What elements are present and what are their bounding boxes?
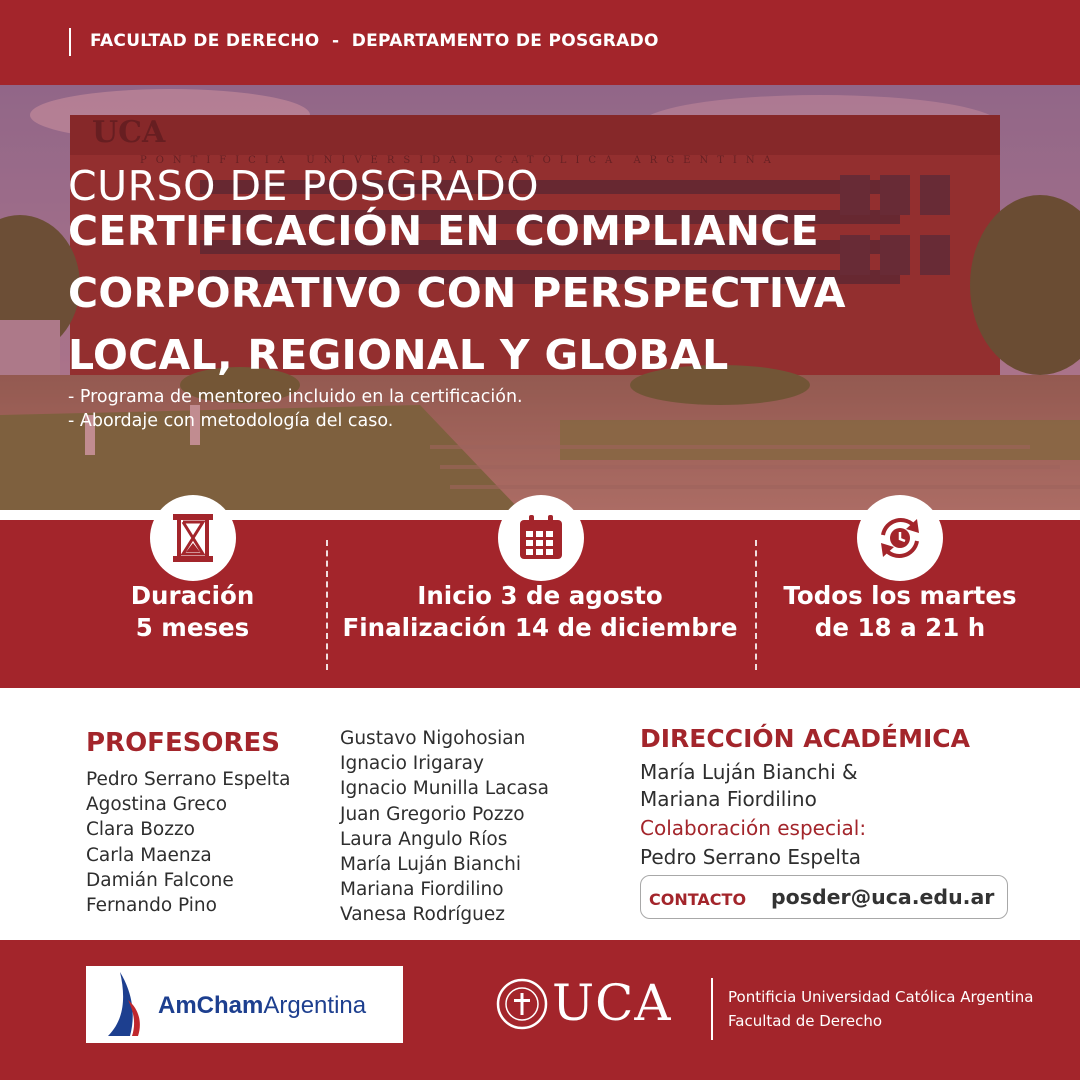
- professor-name: Clara Bozzo: [86, 819, 195, 841]
- footer-divider: [711, 978, 713, 1040]
- professor-name: Fernando Pino: [86, 894, 217, 916]
- building-facade-text: PONTIFICIA UNIVERSIDAD CATÓLICA ARGENTINA: [140, 155, 780, 166]
- professors-heading: PROFESORES: [86, 728, 281, 758]
- uca-seal-icon: [496, 978, 548, 1030]
- header-text: FACULTAD DE DERECHO - DEPARTAMENTO DE POSGRADO: [90, 31, 659, 51]
- course-title-line-1: CERTIFICACIÓN EN COMPLIANCE: [68, 207, 819, 255]
- professor-name: Mariana Fiordilino: [340, 879, 504, 901]
- building-logo: UCA: [92, 115, 166, 150]
- professor-name: Pedro Serrano Espelta: [86, 769, 291, 790]
- duration-value: 5 meses: [135, 613, 250, 642]
- contact-email-link[interactable]: posder@uca.edu.ar: [771, 885, 995, 909]
- duration-icon-circle: [150, 495, 236, 581]
- sail-icon: [98, 970, 158, 1040]
- professor-name: Ignacio Irigaray: [340, 753, 484, 775]
- hourglass-icon: [170, 512, 216, 564]
- professor-name: Juan Gregorio Pozzo: [340, 803, 525, 825]
- faculty-name: Facultad de Derecho: [728, 1012, 883, 1030]
- calendar-icon: [517, 514, 565, 562]
- uca-letters: UCA: [552, 974, 672, 1032]
- contact-label: CONTACTO: [649, 890, 747, 909]
- collaboration-label: Colaboración especial:: [640, 816, 867, 840]
- feature-bullet-1: - Programa de mentoreo incluido en la certificación.: [68, 387, 523, 407]
- duration-label: Duración: [130, 581, 255, 610]
- schedule-day: Todos los martes: [783, 581, 1017, 610]
- course-title-line-2: CORPORATIVO CON PERSPECTIVA: [68, 269, 846, 317]
- duration-block: [70, 580, 315, 644]
- professor-name: Carla Maenza: [86, 844, 212, 866]
- start-date: Inicio 3 de agosto: [417, 581, 663, 610]
- header-divider: [69, 28, 71, 56]
- professor-name: Vanesa Rodríguez: [340, 904, 505, 926]
- hero-section: [0, 85, 1080, 510]
- professor-name: Laura Angulo Ríos: [340, 828, 508, 850]
- professors-list-1: [86, 767, 290, 918]
- contact-box: [640, 875, 1008, 919]
- professor-name: Damián Falcone: [86, 869, 234, 891]
- university-name: Pontificia Universidad Católica Argentina: [728, 988, 1034, 1006]
- feature-bullet-2: - Abordaje con metodología del caso.: [68, 411, 394, 431]
- direction-heading: DIRECCIÓN ACADÉMICA: [640, 724, 971, 753]
- professor-name: Gustavo Nigohosian: [340, 728, 526, 749]
- info-separator-2: [755, 540, 757, 670]
- clock-cycle-icon: [875, 513, 925, 563]
- course-title-line-3: LOCAL, REGIONAL Y GLOBAL: [68, 331, 729, 379]
- uca-logo: [496, 974, 672, 1034]
- dates-icon-circle: [498, 495, 584, 581]
- info-separator-1: [326, 540, 328, 670]
- professor-name: María Luján Bianchi: [340, 853, 521, 875]
- amcham-light-text: Argentina: [263, 992, 367, 1019]
- collaboration-name: Pedro Serrano Espelta: [640, 845, 862, 869]
- amcham-bold-text: AmCham: [158, 992, 264, 1019]
- professor-name: Ignacio Munilla Lacasa: [340, 778, 549, 800]
- header-bar: [0, 0, 1080, 85]
- dates-block: [330, 580, 750, 644]
- course-type: CURSO DE POSGRADO: [68, 162, 539, 210]
- footer-bar: [0, 940, 1080, 1080]
- director-line-2: Mariana Fiordilino: [640, 787, 817, 811]
- amcham-logo: [86, 966, 403, 1043]
- schedule-icon-circle: [857, 495, 943, 581]
- end-date: Finalización 14 de diciembre: [342, 613, 738, 642]
- director-line-1: María Luján Bianchi &: [640, 760, 858, 784]
- schedule-block: [765, 580, 1035, 644]
- schedule-hours: de 18 a 21 h: [814, 613, 986, 642]
- amcham-wordmark: [158, 992, 366, 1020]
- professors-list-2: [340, 726, 549, 928]
- professor-name: Agostina Greco: [86, 794, 228, 816]
